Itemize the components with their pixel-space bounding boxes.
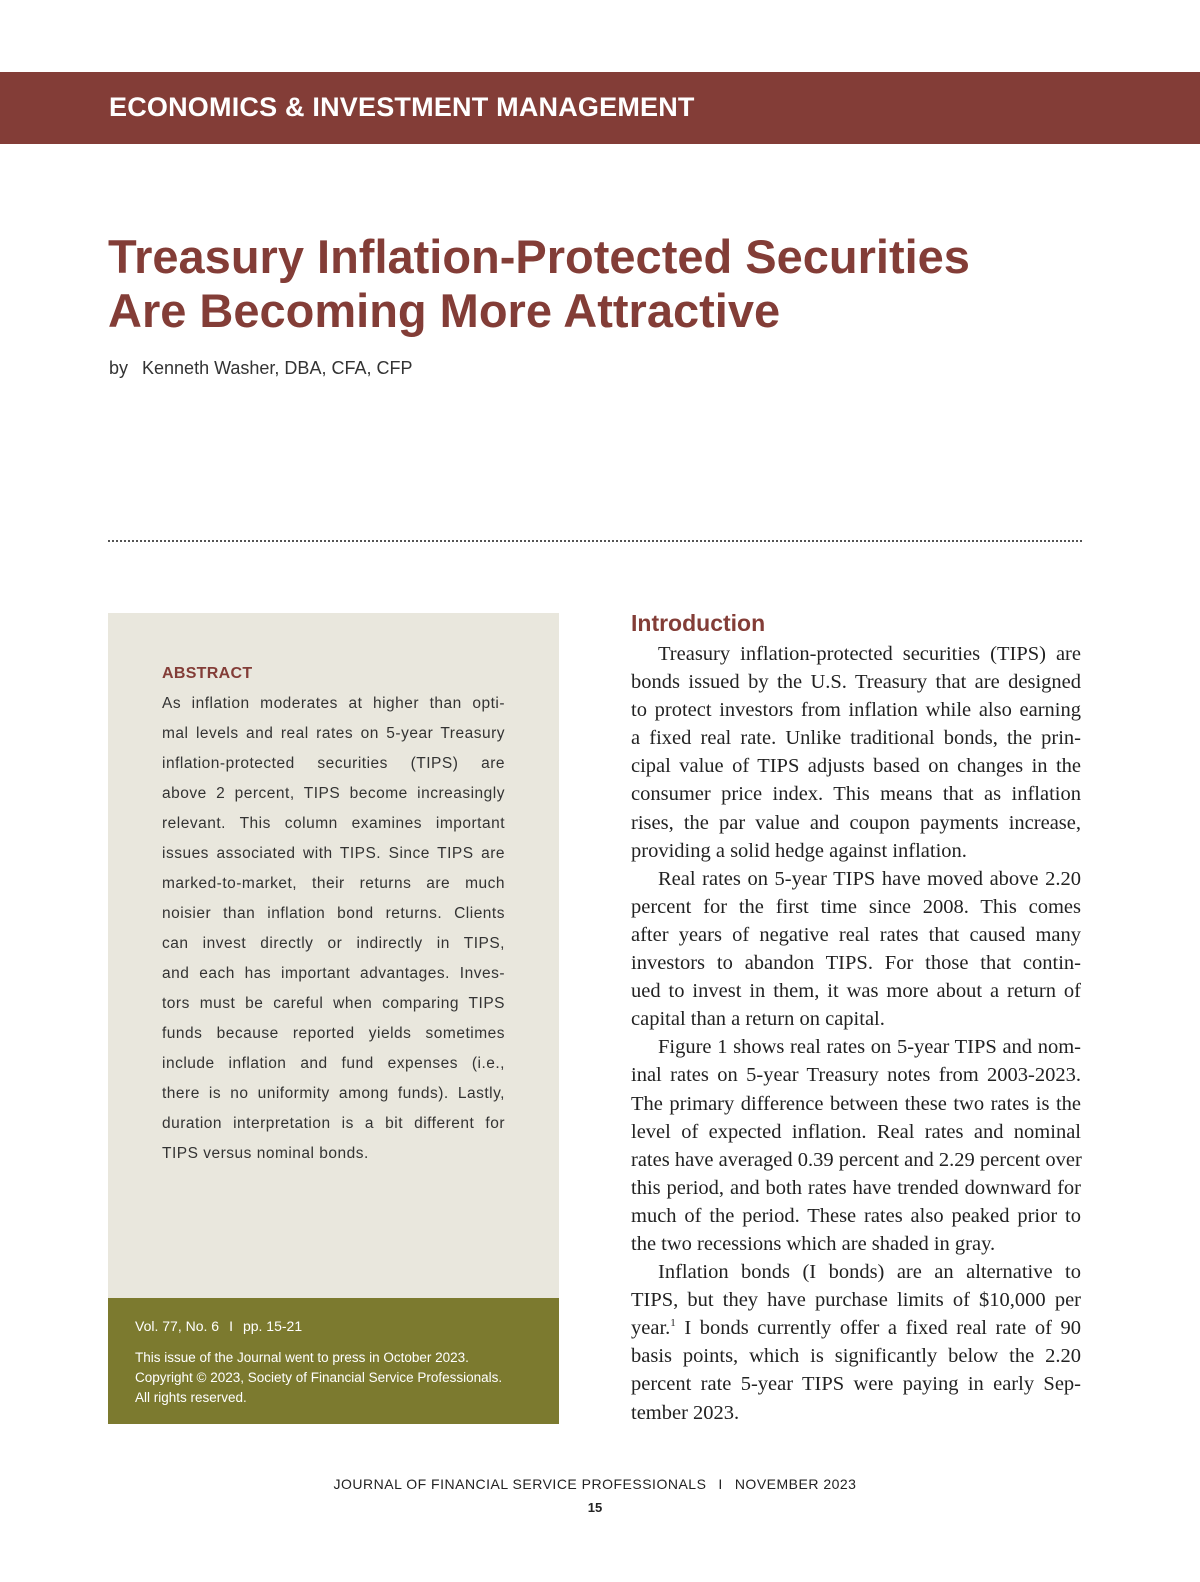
abstract-line: inflation-protected securities (TIPS) are [162,755,505,772]
abstract-line: mal levels and real rates on 5-year Treasury [162,725,505,742]
abstract-line: marked-to-market, their returns are much [162,875,505,892]
abstract-line: As inflation moderates at higher than opti- [162,695,505,712]
body-line: basis points, which is significantly below the 2.20 [631,1345,1081,1368]
body-line: providing a solid hedge against inflation. [631,839,967,862]
body-line: investors to abandon TIPS. For those that contin- [631,952,1081,975]
footer-separator: I [718,1476,723,1492]
abstract-heading: ABSTRACT [162,665,253,682]
volume-info [135,1318,302,1334]
page-number: 15 [587,1500,603,1515]
abstract-text [162,689,505,1169]
abstract-line: noisier than inflation bond returns. Clients [162,905,505,922]
abstract-line: duration interpretation is a bit different for [162,1115,505,1132]
body-line: Inflation bonds (I bonds) are an alternative to [658,1261,1081,1284]
abstract-line: above 2 percent, TIPS become increasingly [162,785,505,802]
press-notice [135,1348,545,1408]
body-line-text: I bonds currently offer a fixed real rate of 90 [684,1317,1081,1340]
press-line: This issue of the Journal went to press in October 2023. [135,1350,469,1365]
body-line: capital than a return on capital. [631,1008,885,1031]
body-line: cipal value of TIPS adjusts based on changes in the [631,755,1081,778]
body-line: Figure 1 shows real rates on 5-year TIPS and nom- [658,1036,1081,1059]
body-line: tember 2023. [631,1401,740,1424]
copyright-line: Copyright © 2023, Society of Financial Service Professionals. [135,1370,503,1385]
body-line: this period, and both rates have trended downward for [631,1176,1081,1199]
body-line: to protect investors from inflation while also earning [631,699,1081,722]
footnote-marker[interactable]: 1 [670,1317,676,1330]
body-line: Real rates on 5-year TIPS have moved above 2.20 [658,867,1081,890]
body-line: ued to invest in them, it was more about a return of [631,980,1081,1003]
body-line: consumer price index. This means that as inflation [631,783,1081,806]
abstract-line: include inflation and fund expenses (i.e., [162,1055,505,1072]
abstract-box [108,613,559,1298]
section-header-band [0,72,1200,144]
author-name: Kenneth Washer, DBA, CFA, CFP [142,358,413,378]
body-line: The primary difference between these two rates is the [631,1092,1081,1115]
rights-line: All rights reserved. [135,1390,247,1405]
body-line: rises, the par value and coupon payments increase, [631,811,1081,834]
body-line: Treasury inflation-protected securities (TIPS) are [658,643,1081,665]
abstract-line: funds because reported yields sometimes [162,1025,505,1042]
body-line: after years of negative real rates that caused many [631,923,1081,946]
abstract-line: relevant. This column examines important [162,815,505,832]
page-range: pp. 15-21 [242,1318,303,1334]
body-line-text: year. [631,1317,671,1340]
introduction-body [631,640,1081,1427]
body-line: much of the period. These rates also peaked prior to [631,1204,1081,1227]
body-line: percent rate 5-year TIPS were paying in early Sep- [631,1373,1081,1396]
body-line: a fixed real rate. Unlike traditional bonds, the prin- [631,727,1081,750]
journal-name: JOURNAL OF FINANCIAL SERVICE PROFESSIONALS [333,1476,707,1492]
article-title-line-1: Treasury Inflation-Protected Securities [108,230,970,283]
abstract-line: tors must be careful when comparing TIPS [162,995,505,1012]
article-title-line-2: Are Becoming More Attractive [108,284,781,337]
body-line: bonds issued by the U.S. Treasury that are designed [631,671,1081,694]
body-line-with-footnote [631,1314,1081,1342]
byline-prefix: by [109,358,129,378]
body-line: TIPS, but they have purchase limits of $10,000 per [631,1289,1081,1312]
body-line: percent for the first time since 2008. This comes [631,895,1081,918]
body-line: the two recessions which are shaded in gray. [631,1232,996,1255]
volume-separator: I [229,1318,233,1334]
abstract-line: can invest directly or indirectly in TIPS, [162,935,505,952]
abstract-line: issues associated with TIPS. Since TIPS are [162,845,505,862]
introduction-heading: Introduction [631,610,766,636]
issue-date: NOVEMBER 2023 [734,1476,857,1492]
article-title [108,230,1108,338]
abstract-line: TIPS versus nominal bonds. [162,1145,369,1162]
page-footer [0,1476,1190,1492]
abstract-line: there is no uniformity among funds). Lastly, [162,1085,505,1102]
publication-info-box [108,1298,559,1424]
dotted-divider [108,540,1082,542]
section-label: ECONOMICS & INVESTMENT MANAGEMENT [109,92,695,122]
abstract-line: and each has important advantages. Inves- [162,965,505,982]
volume-number: Vol. 77, No. 6 [135,1318,220,1334]
body-line: level of expected inflation. Real rates and nominal [631,1120,1081,1143]
byline [109,358,412,379]
body-line: inal rates on 5-year Treasury notes from 2003-2023. [631,1064,1081,1087]
body-line: rates have averaged 0.39 percent and 2.29 percent over [631,1148,1082,1171]
